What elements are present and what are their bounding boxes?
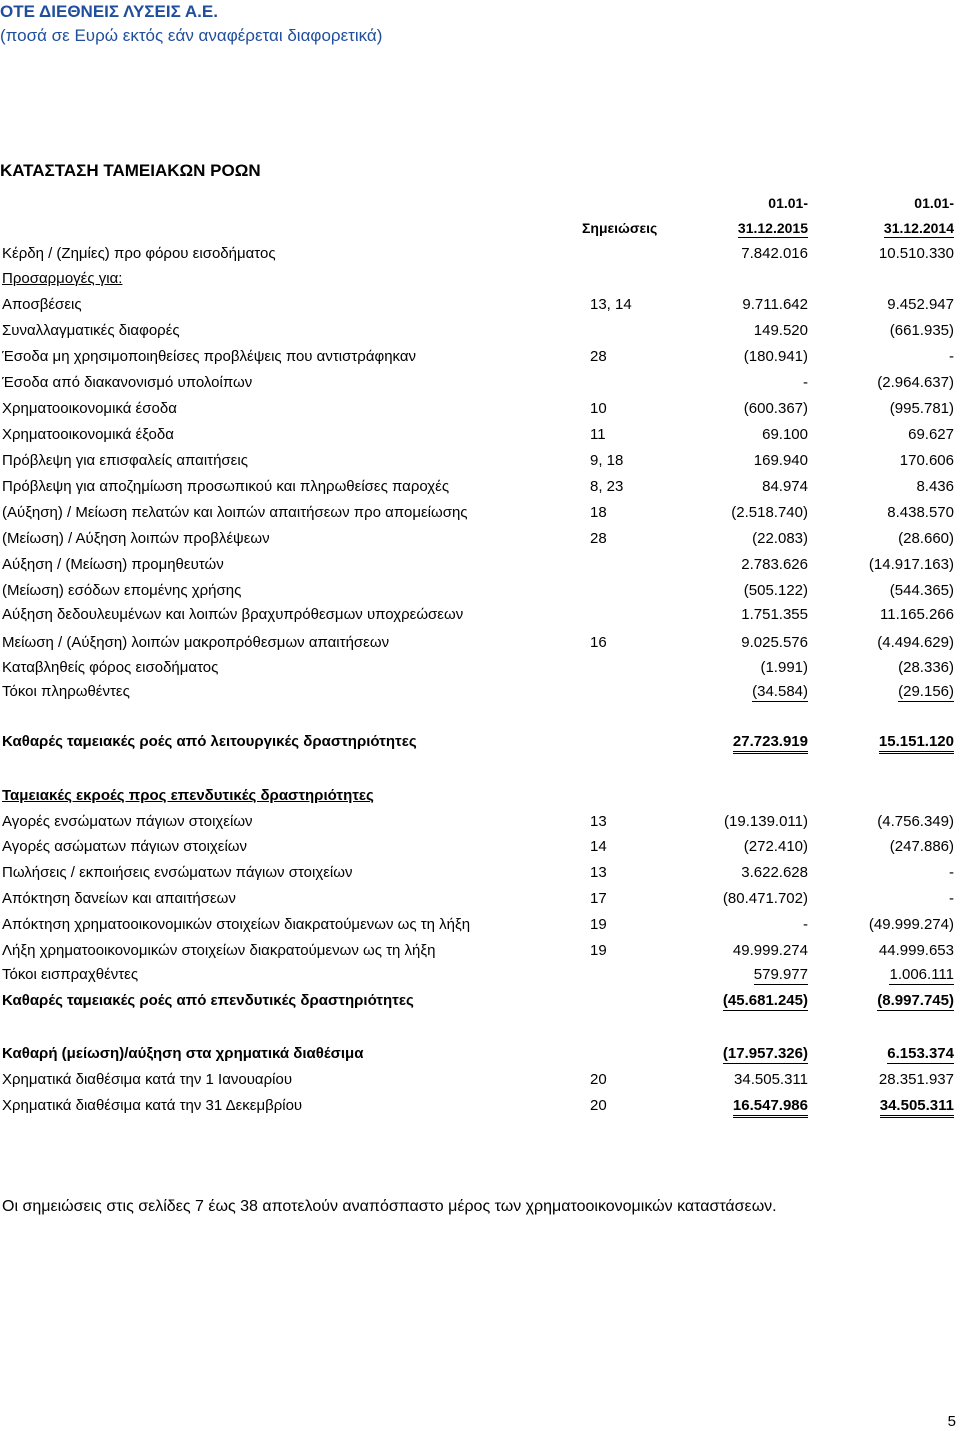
table-row [0,838,960,860]
row-label: Ταμειακές εκροές προς επενδυτικές δραστηριότητες [2,787,374,804]
row-label: Καθαρή (μείωση)/αύξηση στα χρηματικά διαθέσιμα [2,1045,364,1062]
row-value-2015: 34.505.311 [734,1071,808,1088]
row-value-2014: - [949,890,954,907]
table-row [0,813,960,835]
table-section-heading [0,787,960,809]
row-note: 20 [590,1071,607,1088]
statement-title: ΚΑΤΑΣΤΑΣΗ ΤΑΜΕΙΑΚΩΝ ΡΟΩΝ [0,161,261,180]
row-note: 11 [590,426,606,443]
table-row [0,556,960,578]
row-value-2015: 16.547.986 [733,1097,808,1118]
row-value-2015: 69.100 [762,426,808,443]
footer-note: Οι σημειώσεις στις σελίδες 7 έως 38 αποτελούν αναπόσπαστο μέρος των χρηματοοικονομικών καταστάσεων. [2,1198,777,1215]
row-label: Καθαρές ταμειακές ροές από λειτουργικές δραστηριότητες [2,733,417,750]
table-row [0,659,960,681]
row-value-2015: (505.122) [743,582,808,599]
table-row [0,966,960,988]
row-label: (Μείωση) / Αύξηση λοιπών προβλέψεων [2,530,270,547]
row-value-2014: (14.917.163) [868,556,954,573]
table-row [0,890,960,912]
notes-column-header: Σημειώσεις [582,220,658,236]
row-note: 19 [590,942,607,959]
row-value-2014: 8.438.570 [887,504,954,521]
row-value-2015: 7.842.016 [741,245,808,262]
row-value-2014: 44.999.653 [878,942,954,959]
table-row [0,478,960,500]
table-row [0,426,960,448]
row-label: Αποσβέσεις [2,296,82,313]
row-label: Πρόβλεψη για αποζημίωση προσωπικού και πληρωθείσες παροχές [2,478,450,495]
row-note: 14 [590,838,607,855]
row-label: Τόκοι εισπραχθέντες [2,966,139,983]
table-row [0,504,960,526]
row-note: 13 [590,864,607,881]
table-row-subtotal-operating [0,733,960,755]
row-label: Χρηματοοικονομικά έσοδα [2,400,177,417]
row-value-2014: (2.964.637) [877,374,954,391]
row-note: 8, 23 [590,478,624,495]
row-value-2014: (661.935) [889,322,954,339]
row-label: Πωλήσεις / εκποιήσεις ενσώματων πάγιων στοιχείων [2,864,353,881]
row-value-2015: (22.083) [752,530,808,547]
row-label: Τόκοι πληρωθέντες [2,683,130,700]
row-value-2014: (28.336) [898,659,954,676]
row-label: Χρηματικά διαθέσιμα κατά την 31 Δεκεμβρίου [2,1097,303,1114]
table-row [0,348,960,370]
row-value-2015: 49.999.274 [732,942,808,959]
row-label: Λήξη χρηματοοικονομικών στοιχείων διακρατούμενων ως τη λήξη [2,942,436,959]
row-value-2015: 169.940 [753,452,808,469]
row-value-2014: (4.756.349) [877,813,954,830]
row-note: 19 [590,916,607,933]
row-label: Συναλλαγματικές διαφορές [2,322,180,339]
row-label: Έσοδα μη χρησιμοποιηθείσες προβλέψεις που αντιστράφηκαν [2,348,417,365]
table-row [0,296,960,318]
row-label: Χρηματοοικονομικά έξοδα [2,426,174,443]
row-label: Κέρδη / (Ζημίες) προ φόρου εισοδήματος [2,245,276,262]
row-value-2014: (247.886) [889,838,954,855]
row-label: Αγορές ενσώματων πάγιων στοιχείων [2,813,253,830]
row-value-2015: (272.410) [743,838,808,855]
row-value-2015: 1.751.355 [741,606,808,623]
row-value-2015: (80.471.702) [722,890,808,907]
table-row [0,582,960,604]
row-value-2015: 579.977 [753,966,808,983]
row-value-2015: 149.520 [753,322,808,339]
table-row [0,916,960,938]
table-row [0,942,960,964]
row-value-2015: 27.723.919 [733,733,808,754]
table-row [0,1071,960,1093]
row-label: Απόκτηση δανείων και απαιτήσεων [2,890,236,907]
period2-header-line2: 31.12.2014 [883,220,954,236]
row-value-2015: - [803,916,808,933]
table-row [0,530,960,552]
row-value-2014: 28.351.937 [878,1071,954,1088]
row-value-2014: 10.510.330 [878,245,954,262]
row-note: 13, 14 [590,296,632,313]
row-value-2014: - [949,348,954,365]
row-value-2014: (49.999.274) [868,916,954,933]
row-value-2015: (34.584) [752,683,808,700]
row-value-2014: 69.627 [908,426,954,443]
period2-header-line1: 01.01- [914,195,954,211]
row-note: 28 [590,530,607,547]
row-value-2015: - [803,374,808,391]
table-row [0,606,960,628]
period1-header-line2: 31.12.2015 [737,220,808,236]
row-note: 10 [590,400,607,417]
row-label: Έσοδα από διακανονισμό υπολοίπων [2,374,253,391]
table-row [0,322,960,344]
row-value-2014: (29.156) [898,683,954,700]
row-label: (Αύξηση) / Μείωση πελατών και λοιπών απαιτήσεων προ απομείωσης [2,504,468,521]
row-note: 18 [590,504,607,521]
row-value-2014: 6.153.374 [887,1045,954,1062]
row-label: Καθαρές ταμειακές ροές από επενδυτικές δραστηριότητες [2,992,414,1009]
table-row [0,400,960,422]
table-row-closing-cash [0,1097,960,1119]
row-value-2014: 11.165.266 [880,606,954,623]
table-row [0,374,960,396]
table-row-net-change [0,1045,960,1067]
row-note: 17 [590,890,607,907]
table-row [0,270,960,292]
row-label: Αγορές ασώματων πάγιων στοιχείων [2,838,248,855]
table-row [0,864,960,886]
row-value-2015: (180.941) [743,348,808,365]
row-value-2015: 2.783.626 [741,556,808,573]
row-value-2014: 15.151.120 [879,733,954,754]
row-note: 9, 18 [590,452,624,469]
currency-note: (ποσά σε Ευρώ εκτός εάν αναφέρεται διαφορετικά) [0,26,383,45]
table-row [0,683,960,705]
row-value-2015: 9.711.642 [742,296,808,313]
row-label: Απόκτηση χρηματοοικονομικών στοιχείων διακρατούμενων ως τη λήξη [2,916,471,933]
row-label: Πρόβλεψη για επισφαλείς απαιτήσεις [2,452,248,469]
table-row [0,634,960,656]
table-row [0,245,960,267]
period1-header-line1: 01.01- [768,195,808,211]
table-row [0,452,960,474]
row-value-2015: 84.974 [762,478,808,495]
table-row-subtotal-investing [0,992,960,1014]
row-value-2015: (17.957.326) [722,1045,808,1062]
row-value-2014: (28.660) [898,530,954,547]
row-value-2015: (1.991) [760,659,808,676]
row-label: Χρηματικά διαθέσιμα κατά την 1 Ιανουαρίου [2,1071,293,1088]
row-note: 16 [590,634,607,651]
row-value-2014: - [949,864,954,881]
row-label: Αύξηση / (Μείωση) προμηθευτών [2,556,224,573]
row-value-2014: 170.606 [899,452,954,469]
row-note: 13 [590,813,607,830]
row-value-2015: 9.025.576 [741,634,808,651]
row-value-2015: (19.139.011) [724,813,808,830]
row-value-2015: (45.681.245) [722,992,808,1009]
row-value-2015: (600.367) [743,400,808,417]
row-label: Μείωση / (Αύξηση) λοιπών μακροπρόθεσμων απαιτήσεων [2,634,390,651]
row-value-2014: 9.452.947 [887,296,954,313]
row-value-2015: 3.622.628 [741,864,808,881]
row-value-2014: (4.494.629) [877,634,954,651]
row-label: (Μείωση) εσόδων επομένης χρήσης [2,582,242,599]
row-label: Καταβληθείς φόρος εισοδήματος [2,659,219,676]
company-name: ΟΤΕ ΔΙΕΘΝΕΙΣ ΛΥΣΕΙΣ Α.Ε. [0,2,218,21]
row-value-2014: 1.006.111 [889,966,954,983]
row-value-2014: (544.365) [889,582,954,599]
row-value-2015: (2.518.740) [731,504,808,521]
row-label: Προσαρμογές για: [2,270,123,287]
row-value-2014: 34.505.311 [880,1097,954,1118]
row-label: Αύξηση δεδουλευμένων και λοιπών βραχυπρόθεσμων υποχρεώσεων [2,606,464,623]
row-value-2014: 8.436 [916,478,954,495]
row-value-2014: (995.781) [889,400,954,417]
row-note: 20 [590,1097,607,1114]
row-value-2014: (8.997.745) [877,992,954,1009]
row-note: 28 [590,348,607,365]
page-number: 5 [947,1413,956,1430]
